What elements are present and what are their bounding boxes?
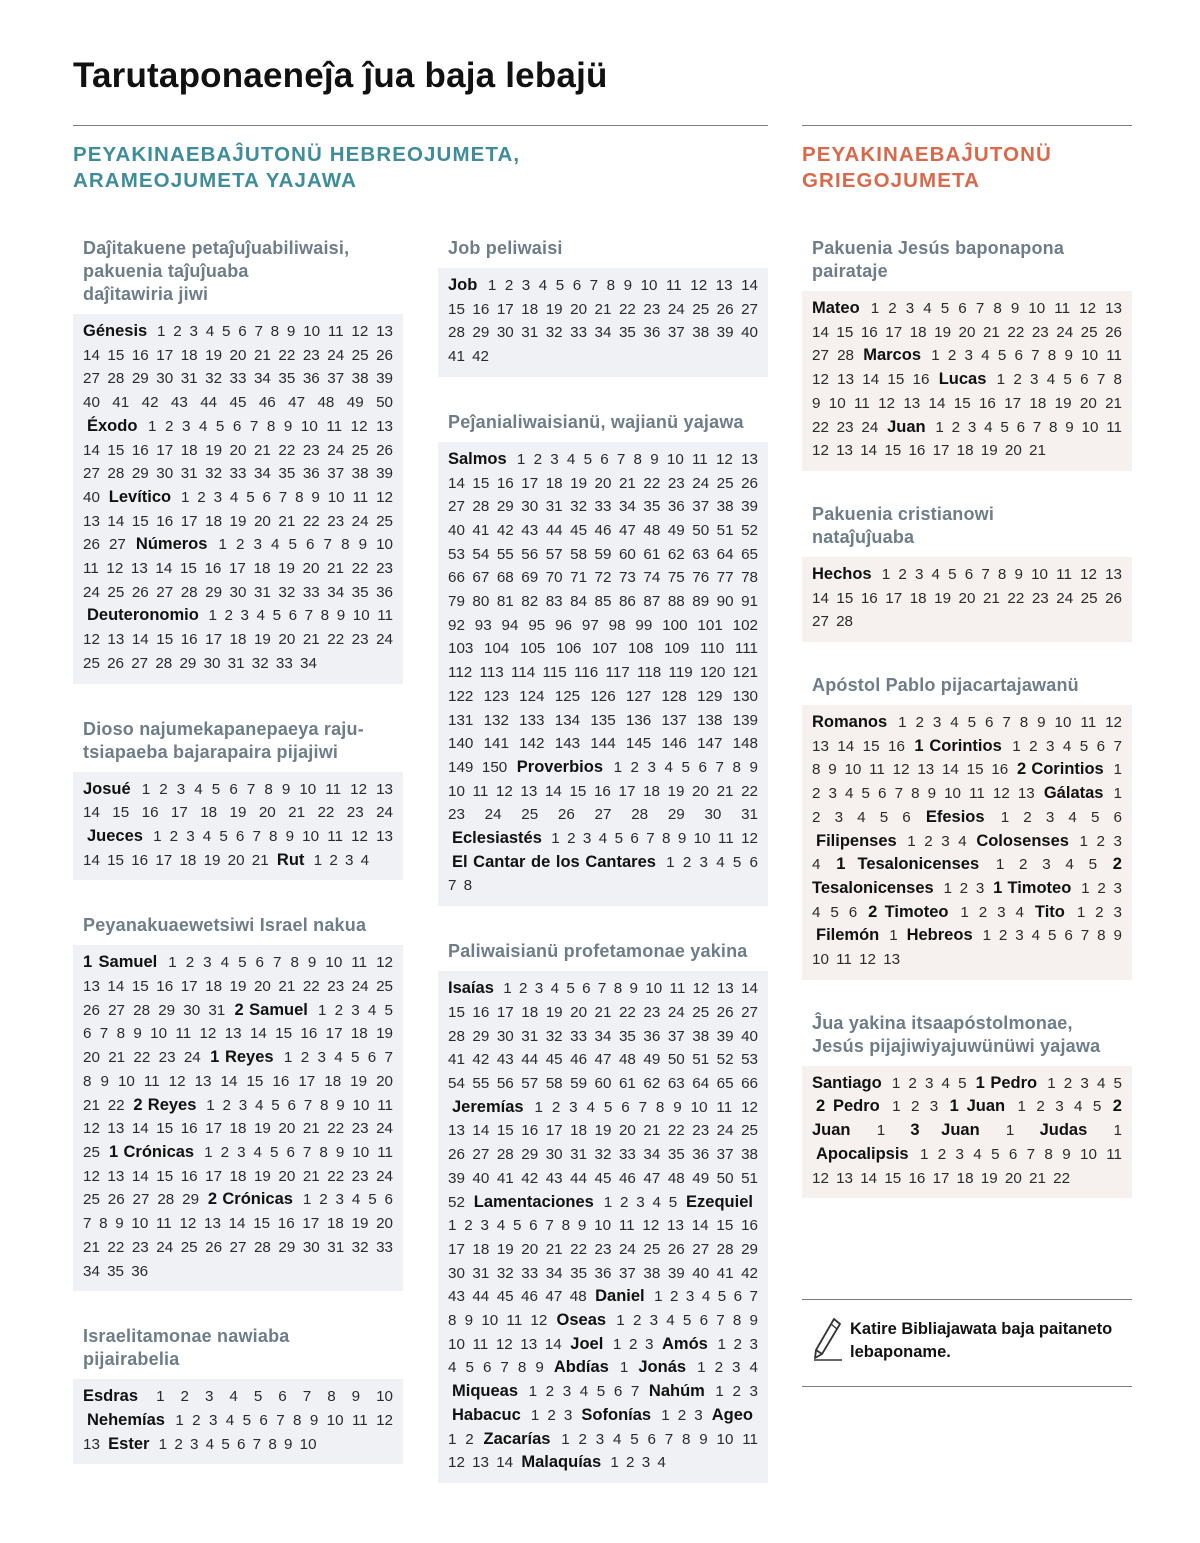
book-name: Ester bbox=[108, 1434, 150, 1453]
chapter-numbers: 1 2 3 4 5 6 7 8 9 10 11 12 13 14 15 16 17 18 19 20 21 22 23 24 25 26 27 28 bbox=[812, 300, 1122, 365]
chapter-numbers: 1 2 3 4 5 6 7 8 9 10 11 12 bbox=[448, 1288, 758, 1330]
book-name: Hechos bbox=[812, 564, 872, 583]
chapter-numbers: 1 2 3 4 5 6 7 8 9 10 11 12 13 14 15 16 17 18 19 20 21 22 23 24 bbox=[812, 371, 1122, 436]
chapter-numbers: 1 2 3 4 5 6 7 8 9 10 11 12 13 14 15 16 17 18 19 20 21 22 bbox=[83, 1049, 393, 1114]
book-name: Habacuc bbox=[452, 1405, 521, 1424]
chapter-numbers: 1 2 3 4 5 6 7 8 9 10 11 12 13 14 15 16 17 18 19 20 21 22 23 24 25 bbox=[83, 1096, 393, 1161]
chapter-numbers: 1 bbox=[1005, 1122, 1015, 1140]
book-name: Judas bbox=[1039, 1121, 1088, 1140]
chapter-numbers: 1 2 3 4 5 6 7 8 9 10 11 12 13 14 15 16 17 18 19 20 21 22 23 24 25 26 27 28 29 30 31 bbox=[448, 758, 758, 824]
greek-section-rule bbox=[802, 125, 1132, 126]
chapter-numbers: 1 2 3 4 5 6 7 8 9 10 11 12 13 14 15 16 17 18 19 20 21 22 23 24 25 26 27 28 29 30 31 32 33 34 35 36 37 38 39 40 41 42 43 44 45 46 47 48 49 50 51 52 bbox=[448, 1098, 758, 1211]
hebrew-section-heading: PEYAKINAEBAĴUTONÜ HEBREOJUMETA, ARAMEOJUMETA YAJAWA bbox=[73, 143, 521, 192]
chapter-numbers: 1 2 3 4 5 6 7 8 9 10 11 12 13 bbox=[812, 927, 1122, 969]
chapter-numbers: 1 2 3 4 5 6 7 8 9 10 11 12 13 14 15 16 17 18 19 20 21 22 23 24 25 26 27 28 29 30 31 32 33 34 35 36 bbox=[83, 536, 393, 601]
chapter-numbers: 1 2 3 4 5 6 7 8 9 10 11 12 13 14 15 16 17 18 19 20 21 22 23 24 25 26 27 28 29 30 31 32 33 34 35 36 37 38 39 40 41 42 bbox=[448, 277, 758, 366]
book-name: Marcos bbox=[863, 346, 921, 365]
book-name: 2 Timoteo bbox=[868, 902, 949, 921]
chapter-numbers: 1 2 3 4 5 6 7 8 9 10 11 12 13 14 15 16 17 18 19 20 21 22 23 24 bbox=[83, 780, 393, 822]
chapter-numbers: 1 2 3 4 5 6 7 8 9 10 11 12 13 14 15 16 17 18 19 20 21 22 23 24 25 26 27 28 bbox=[812, 565, 1122, 631]
reading-group bbox=[438, 411, 768, 906]
chapter-numbers: 1 2 3 4 bbox=[610, 1454, 666, 1472]
chapter-numbers: 1 2 3 4 5 6 7 8 9 10 bbox=[158, 1435, 317, 1453]
book-name: Lamentaciones bbox=[473, 1192, 594, 1211]
chapter-numbers: 1 2 3 bbox=[943, 879, 985, 897]
chapter-numbers: 1 2 3 bbox=[892, 1098, 939, 1116]
chapter-numbers: 1 2 3 4 5 6 7 8 9 10 11 12 13 14 15 16 17 18 19 20 21 22 23 24 25 26 27 28 29 30 31 32 33 34 35 36 37 38 39 40 41 42 43 44 45 46 47 48 49 50 51 52 53 54 55 56 57 58 59 60 61 62 63 64 65 66 67 68 69 70 71 72 73 74 75 76 77 78 79 80 81 82 83 84 85 86 87 88 89 90 91 92 93 94 95 96 97 98 99 100 101 102 103 104 105 106 107 108 109 110 111 112 113 114 115 116 117 118 119 120 121 122 123 124 125 126 127 128 129 130 131 132 133 134 135 136 137 138 139 140 141 142 143 144 145 146 147 148 149 150 bbox=[448, 450, 758, 776]
chapter-numbers: 1 2 3 4 5 6 bbox=[1000, 808, 1122, 826]
book-name: 3 Juan bbox=[910, 1121, 980, 1140]
book-name: Tito bbox=[1034, 902, 1065, 921]
book-name: Joel bbox=[570, 1334, 604, 1353]
chapter-numbers: 1 2 3 4 5 6 7 8 9 10 11 12 13 bbox=[812, 761, 1122, 803]
book-name: Hebreos bbox=[906, 926, 973, 945]
chapter-numbers: 1 2 3 4 bbox=[313, 851, 370, 869]
pencil-icon bbox=[812, 1316, 844, 1362]
chapter-numbers: 1 2 3 4 5 6 7 8 9 10 11 12 13 14 15 16 17 18 19 20 21 22 23 24 25 26 27 28 29 bbox=[83, 1143, 393, 1209]
chapter-numbers: 1 2 3 bbox=[1076, 903, 1123, 921]
book-list bbox=[73, 945, 403, 1291]
book-list bbox=[73, 314, 403, 684]
book-list bbox=[438, 971, 768, 1483]
chapter-numbers: 1 2 3 4 5 6 7 8 9 10 11 12 13 14 15 16 17 18 19 20 21 bbox=[83, 827, 393, 869]
book-name: 1 Samuel bbox=[83, 953, 158, 972]
book-name: Oseas bbox=[556, 1311, 607, 1330]
book-list bbox=[73, 772, 403, 881]
book-name: Isaías bbox=[448, 979, 494, 998]
book-name: 2 Juan bbox=[812, 1097, 1122, 1140]
chapter-numbers: 1 2 3 4 5 6 7 8 9 10 11 12 13 14 bbox=[448, 1312, 758, 1353]
book-name: Zacarías bbox=[483, 1429, 551, 1448]
book-name: Efesios bbox=[925, 807, 985, 826]
chapter-numbers: 1 2 3 4 5 6 7 8 9 10 bbox=[156, 1388, 393, 1406]
chapter-numbers: 1 2 3 4 5 6 7 8 9 10 11 12 13 14 15 16 17 18 19 20 21 22 23 24 bbox=[83, 1001, 393, 1067]
chapter-numbers: 1 2 3 4 5 bbox=[603, 1193, 678, 1211]
chapter-numbers: 1 2 3 4 bbox=[907, 832, 967, 850]
page-title: Tarutaponaeneĵa ĵua baja lebajü bbox=[73, 56, 608, 95]
chapter-numbers: 1 2 3 4 5 6 7 8 9 10 11 12 13 14 15 16 bbox=[812, 737, 1122, 779]
book-list bbox=[802, 1066, 1132, 1199]
book-name: Salmos bbox=[448, 449, 507, 468]
reading-group bbox=[73, 237, 403, 684]
chapter-numbers: 1 2 3 4 5 6 7 8 9 10 11 12 13 14 15 16 17 18 19 20 21 22 23 24 25 26 27 bbox=[83, 488, 393, 554]
book-name: Santiago bbox=[812, 1073, 882, 1092]
chapter-numbers: 1 bbox=[889, 927, 898, 945]
reading-group bbox=[802, 503, 1132, 642]
chapter-numbers: 1 2 3 bbox=[530, 1406, 573, 1424]
book-name: Proverbios bbox=[516, 757, 603, 776]
chapter-numbers: 1 2 bbox=[448, 1430, 474, 1448]
chapter-numbers: 1 2 3 4 5 6 bbox=[812, 785, 1122, 826]
chapter-numbers: 1 2 3 4 5 6 7 8 9 10 11 12 13 14 15 16 17 18 19 20 21 22 23 24 25 26 27 28 29 30 31 32 33 34 bbox=[83, 607, 393, 672]
book-name: Miqueas bbox=[452, 1382, 519, 1401]
book-list bbox=[802, 705, 1132, 980]
book-name: Daniel bbox=[595, 1287, 645, 1306]
group-title: Ĵua yakina itsaapóstolmonae, Jesús pijajiwiyajuwünüwi yajawa bbox=[812, 1012, 1101, 1056]
group-title: Dioso najumekapanepaeya raju- tsiapaeba bajarapaira pijajiwi bbox=[83, 718, 364, 762]
group-title: Israelitamonae nawiaba pijairabelia bbox=[83, 1326, 290, 1370]
book-name: Romanos bbox=[812, 713, 888, 732]
book-name: Amós bbox=[662, 1334, 708, 1353]
book-name: Sofonías bbox=[581, 1405, 652, 1424]
book-name: 1 Pedro bbox=[975, 1073, 1038, 1092]
book-name: Ezequiel bbox=[686, 1192, 753, 1211]
book-list bbox=[802, 291, 1132, 471]
chapter-numbers: 1 2 3 bbox=[715, 1383, 758, 1401]
book-name: Números bbox=[135, 535, 208, 554]
chapter-numbers: 1 2 3 4 5 bbox=[1047, 1074, 1122, 1092]
reading-group bbox=[438, 940, 768, 1483]
chapter-numbers: 1 2 3 bbox=[661, 1406, 703, 1424]
greek-section-heading: PEYAKINAEBAĴUTONÜ GRIEGOJUMETA bbox=[802, 143, 1052, 192]
book-name: 2 Corintios bbox=[1017, 760, 1104, 779]
book-name: Colosenses bbox=[976, 831, 1069, 850]
group-title: Pakuenia Jesús baponapona pairataje bbox=[812, 238, 1065, 281]
chapter-numbers: 1 2 3 4 bbox=[697, 1359, 758, 1377]
chapter-numbers: 1 2 3 4 5 bbox=[995, 856, 1098, 874]
book-name: 1 Crónicas bbox=[108, 1142, 195, 1161]
book-name: 1 Timoteo bbox=[993, 878, 1072, 897]
chapter-numbers: 1 2 3 4 5 6 7 bbox=[528, 1383, 640, 1401]
book-name: Jonás bbox=[638, 1358, 687, 1377]
chapter-numbers: 1 2 3 4 5 bbox=[1017, 1098, 1102, 1116]
book-name: Josué bbox=[83, 779, 131, 798]
book-list bbox=[802, 557, 1132, 642]
book-name: Gálatas bbox=[1043, 784, 1104, 803]
group-title: Job peliwaisi bbox=[448, 238, 563, 258]
reading-group bbox=[438, 237, 768, 377]
column-1 bbox=[73, 237, 403, 1464]
book-name: 2 Tesalonicenses bbox=[812, 855, 1122, 897]
book-name: Malaquías bbox=[521, 1453, 602, 1472]
book-list bbox=[73, 1379, 403, 1464]
book-name: Nehemías bbox=[87, 1410, 165, 1429]
group-title: Apóstol Pablo pijacartajawanü bbox=[812, 675, 1079, 696]
chapter-numbers: 1 2 3 4 5 6 bbox=[812, 879, 1122, 921]
book-name: Filemón bbox=[816, 926, 880, 945]
book-name: Deuteronomio bbox=[87, 606, 199, 625]
note-bottom-rule bbox=[802, 1386, 1132, 1387]
book-name: 1 Tesalonicenses bbox=[836, 855, 980, 874]
group-title: Pakuenia cristianowi nataĵuĵuaba bbox=[812, 503, 995, 547]
book-name: Apocalipsis bbox=[816, 1144, 909, 1163]
book-name: Rut bbox=[276, 850, 305, 869]
book-name: 1 Reyes bbox=[210, 1048, 274, 1067]
book-name: Éxodo bbox=[87, 416, 138, 435]
book-name: Lucas bbox=[938, 370, 987, 389]
reading-group bbox=[802, 237, 1132, 471]
book-name: 2 Samuel bbox=[234, 1000, 308, 1019]
column-3 bbox=[802, 237, 1132, 1198]
book-name: Mateo bbox=[812, 299, 860, 317]
chapter-numbers: 1 2 3 4 5 6 7 8 9 bbox=[448, 1335, 758, 1377]
book-name: Abdías bbox=[553, 1358, 609, 1377]
chapter-numbers: 1 2 3 4 5 6 7 8 9 10 11 12 13 14 15 16 17 18 19 20 21 22 23 24 25 26 27 28 29 30 31 32 33 34 35 36 37 38 39 40 bbox=[83, 417, 393, 506]
book-list bbox=[438, 442, 768, 906]
chapter-numbers: 1 2 3 4 5 6 7 8 9 10 11 12 13 14 15 16 bbox=[812, 347, 1122, 389]
book-name: Jueces bbox=[87, 826, 143, 845]
reading-group bbox=[802, 1012, 1132, 1199]
reading-group bbox=[802, 674, 1132, 980]
reading-group bbox=[73, 1325, 403, 1464]
reading-note bbox=[812, 1316, 1132, 1364]
chapter-numbers: 1 2 3 4 bbox=[960, 903, 1024, 921]
hebrew-section-rule bbox=[73, 125, 768, 126]
book-name: Esdras bbox=[83, 1387, 139, 1406]
chapter-numbers: 1 2 3 4 5 6 7 8 9 10 11 12 13 14 15 16 17 18 19 20 21 22 23 24 25 26 27 28 29 30 31 32 33 34 35 36 bbox=[83, 1191, 393, 1280]
group-title: Peyanakuaewetsiwi Israel nakua bbox=[83, 915, 367, 936]
book-name: El Cantar de los Cantares bbox=[452, 852, 656, 871]
chapter-numbers: 1 2 3 4 5 bbox=[891, 1074, 967, 1092]
note-top-rule bbox=[802, 1299, 1132, 1300]
book-name: 2 Reyes bbox=[133, 1095, 197, 1114]
chapter-numbers: 1 2 3 4 bbox=[812, 832, 1122, 874]
book-name: Juan bbox=[887, 417, 926, 436]
book-name: Job bbox=[448, 276, 478, 294]
chapter-numbers: 1 2 3 4 5 6 7 8 9 10 11 12 13 bbox=[83, 1411, 393, 1453]
book-name: 2 Pedro bbox=[816, 1097, 880, 1116]
book-name: Jeremías bbox=[452, 1097, 524, 1116]
chapter-numbers: 1 2 3 4 5 6 7 8 9 10 11 12 13 14 15 16 17 18 19 20 21 bbox=[812, 418, 1122, 460]
book-name: 1 Juan bbox=[949, 1097, 1006, 1116]
chapter-numbers: 1 2 3 4 5 6 7 8 9 10 11 12 13 14 15 16 17 18 19 20 21 22 23 24 25 26 27 28 29 30 31 32 33 34 35 36 37 38 39 40 41 42 43 44 45 46 47 48 49 50 bbox=[83, 323, 393, 412]
chapter-numbers: 1 2 3 4 5 6 7 8 9 10 11 12 13 14 15 16 17 18 19 20 21 22 23 24 25 26 27 28 29 30 31 bbox=[83, 954, 393, 1019]
column-2 bbox=[438, 237, 768, 1483]
group-title: Daĵitakuene petaĵuĵuabiliwaisi, pakuenia taĵuĵuaba daĵitawiria jiwi bbox=[83, 238, 350, 304]
group-title: Paliwaisianü profetamonae yakina bbox=[448, 941, 748, 962]
chapter-numbers: 1 2 3 4 5 6 7 8 9 10 11 12 13 14 15 16 bbox=[812, 714, 1122, 755]
chapter-numbers: 1 bbox=[619, 1359, 629, 1377]
book-list bbox=[438, 268, 768, 377]
chapter-numbers: 1 2 3 bbox=[612, 1335, 654, 1353]
book-name: Nahúm bbox=[648, 1382, 705, 1401]
chapter-numbers: 1 2 3 4 5 6 7 8 9 10 11 12 13 14 bbox=[448, 1430, 758, 1472]
book-name: 2 Crónicas bbox=[207, 1190, 293, 1209]
chapter-numbers: 1 bbox=[1113, 1122, 1122, 1140]
reading-group bbox=[73, 718, 403, 881]
chapter-numbers: 1 2 3 4 5 6 7 8 9 10 11 12 bbox=[551, 830, 758, 848]
book-name: Filipenses bbox=[816, 831, 897, 850]
book-name: Eclesiastés bbox=[452, 829, 542, 848]
group-title: Peĵanialiwaisianü, wajianü yajawa bbox=[448, 411, 744, 432]
chapter-numbers: 1 2 3 4 5 6 7 8 bbox=[448, 853, 758, 895]
book-name: Ageo bbox=[711, 1405, 753, 1424]
book-name: 1 Corintios bbox=[914, 736, 1002, 755]
chapter-numbers: 1 2 3 4 5 6 7 8 9 10 11 12 13 14 15 16 17 18 19 20 21 22 23 24 25 26 27 28 29 30 31 32 33 34 35 36 37 38 39 40 41 42 43 44 45 46 47 48 49 50 51 52 53 54 55 56 57 58 59 60 61 62 63 64 65 66 bbox=[448, 980, 758, 1092]
chapter-numbers: 1 2 3 4 5 6 7 8 9 10 11 12 13 14 15 16 17 18 19 20 21 22 23 24 25 26 27 28 29 30 31 32 33 34 35 36 37 38 39 40 41 42 43 44 45 46 47 48 bbox=[448, 1217, 758, 1306]
reading-group bbox=[73, 914, 403, 1291]
chapter-numbers: 1 bbox=[876, 1122, 886, 1140]
chapter-numbers: 1 2 3 4 5 6 7 8 9 10 11 12 13 14 15 16 17 18 19 20 21 22 bbox=[812, 1145, 1122, 1187]
note-text: Katire Bibliajawata baja paitaneto lebaponame. bbox=[850, 1320, 1113, 1361]
book-name: Génesis bbox=[83, 322, 148, 340]
book-name: Levítico bbox=[108, 487, 172, 506]
